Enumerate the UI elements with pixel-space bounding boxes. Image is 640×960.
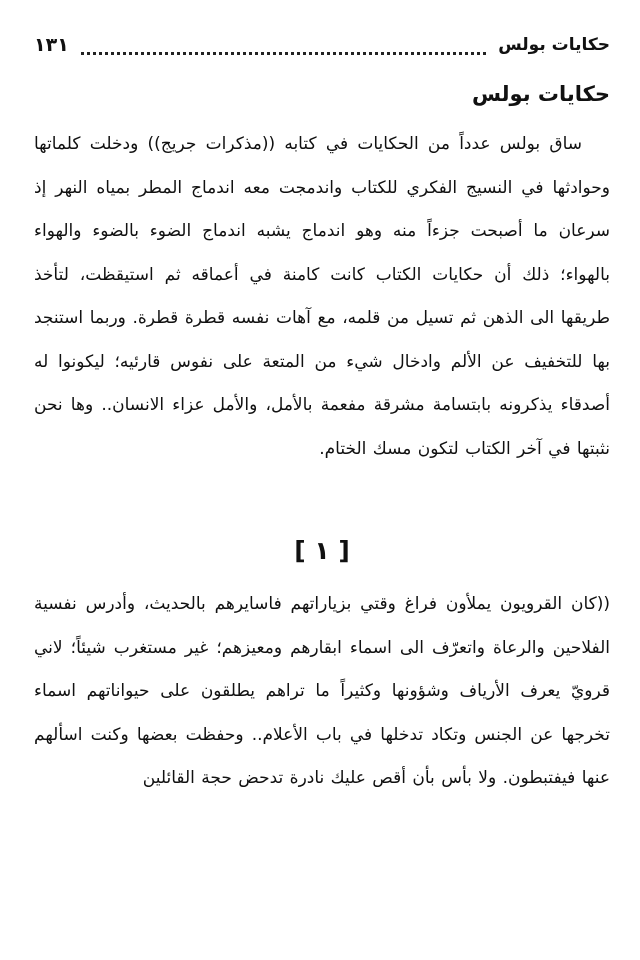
story-paragraph: ((كان القرويون يملأون فراغ وقتي بزياراتهم فاسايرهم بالحديث، وأدرس نفسية الفلاحين والرعاة واتعرّف الى اسماء ابقارهم ومعيزهم؛ غير مستغرب شيئاً؛ لاني قرويّ يعرف الأرياف وشؤونها وكثيراً ما تراهم يطلقون على حيواناتهم اسماء تخرجها عن الجنس وتكاد تدخلها في باب الأعلام.. وحفظت بعضها وكنت اسألهم عنها فيفتبطون. ولا بأس بأن أقص عليك نادرة تدحض حجة القائلين <box>34 594 610 788</box>
story-number-marker: [ ١ ] <box>294 536 350 565</box>
page-number: ١٣١ <box>34 34 69 56</box>
intro-paragraph: ساق بولس عدداً من الحكايات في كتابه ((مذكرات جريج)) ودخلت كلماتها وحوادثها في النسيج الفكري للكتاب واندمجت معه اندماج المطر بمياه النهر إذ سرعان ما أصبحت جزءاً منه وهو اندماج يشبه اندماج الضوء بالضوء والهواء بالهواء؛ ذلك أن حكايات الكتاب كانت كامنة في أعماقه ثم استيقظت، لتأخذ طريقها الى الذهن ثم تسيل من قلمه، مع آهات نفسه قطرة قطرة. وربما استنجد بها للتخفيف عن الألم وادخال شيء من المتعة على نفوس قارئيه؛ ليكونوا له أصدقاء يذكرونه بابتسامة مشرقة مفعمة بالأمل، والأمل عزاء الانسان.. وها نحن نثبتها في آخر الكتاب لتكون مسك الختام. <box>34 134 610 459</box>
running-title: حكايات بولس <box>498 35 610 55</box>
leader-dots <box>81 42 486 55</box>
running-header <box>34 28 610 62</box>
section-title: حكايات بولس <box>471 82 610 106</box>
book-page <box>34 0 610 960</box>
